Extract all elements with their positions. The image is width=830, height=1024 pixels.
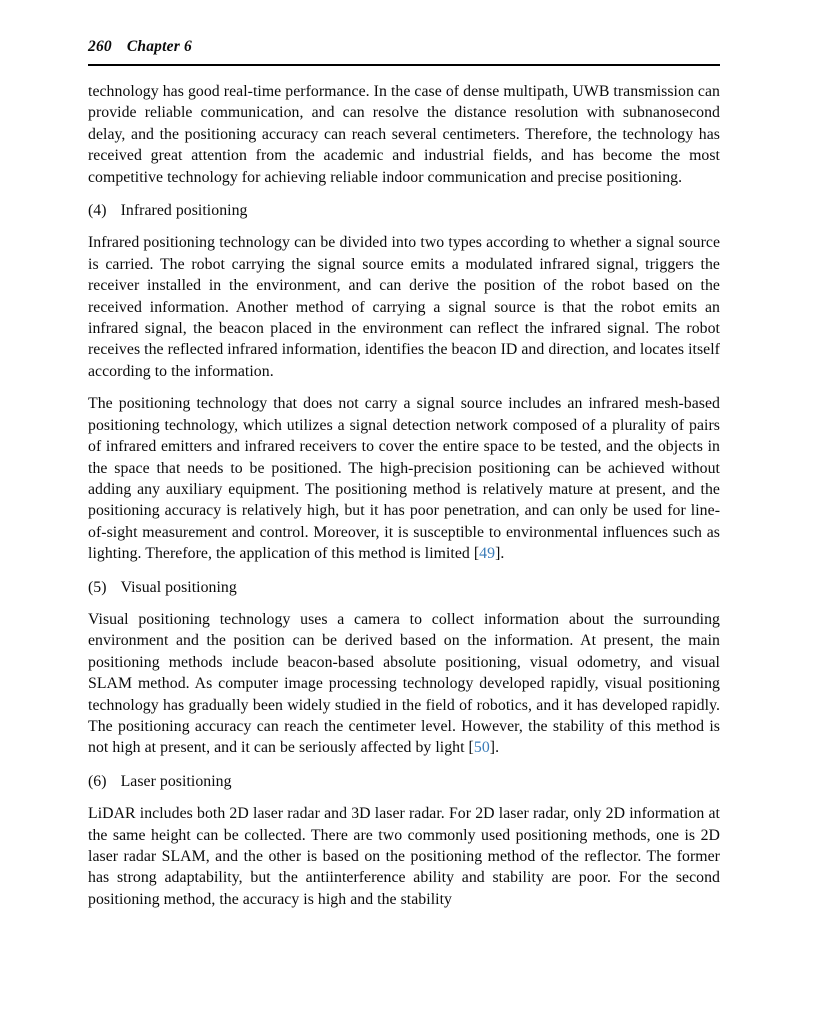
- paragraph-lidar: LiDAR includes both 2D laser radar and 3D laser radar. For 2D laser radar, only 2D information at the same height can be collected. There are two commonly used positioning methods, one is 2D laser radar SLAM, and the other is based on the positioning method of the reflector. The former has strong adaptability, but the antiinterference ability and stability are poor. For the second positioning method, the accuracy is high and the stability: [88, 805, 720, 908]
- section-label: Infrared positioning: [120, 202, 248, 220]
- citation-link-49[interactable]: 49: [479, 545, 496, 563]
- paragraph-text: ].: [495, 545, 505, 563]
- paragraph-text: Visual positioning technology uses a camera to collect information about the surrounding environment and the position can be derived based on the information. At present, the main positioning methods include beacon-based absolute positioning, visual odometry, and visual SLAM method. As computer image processing technology developed rapidly, visual positioning technology has gradually been widely studied in the field of robotics, and it has developed rapidly. The positioning accuracy can reach the centimeter level. However, the stability of this method is not high at present, and it can be seriously affected by light [: [88, 610, 720, 757]
- section-label: Laser positioning: [120, 772, 232, 790]
- section-number: (5): [88, 578, 107, 596]
- header-rule: [88, 64, 720, 66]
- section-number: (6): [88, 772, 107, 790]
- section-heading-laser: [88, 771, 720, 792]
- section-label: Visual positioning: [120, 578, 237, 596]
- paragraph-visual-positioning: [88, 609, 720, 759]
- citation-link-50[interactable]: 50: [473, 739, 490, 757]
- paragraph-text: ].: [489, 739, 500, 757]
- paragraph-infrared-types: Infrared positioning technology can be divided into two types according to whether a signal source is carried. The robot carrying the signal source emits a modulated infrared signal, triggers the receiver installed in the environment, and can derive the position of the robot based on the received information. Another method of carrying a signal source is that the robot emits an infrared signal, the beacon placed in the environment can reflect the infrared signal. The robot receives the reflected infrared information, identifies the beacon ID and direction, and locates itself according to the information.: [88, 234, 720, 380]
- page-number: 260: [88, 38, 112, 55]
- section-heading-visual: [88, 577, 720, 598]
- paragraph-infrared-mesh: [88, 393, 720, 564]
- chapter-title: Chapter 6: [126, 38, 192, 55]
- paragraph-text: The positioning technology that does not carry a signal source includes an infrared mesh-based positioning technology, which utilizes a signal detection network composed of a plurality of pairs of infrared emitters and infrared receivers to cover the entire space to be tested, and the objects in the space that needs to be positioned. The high-precision positioning can be achieved without adding any auxiliary equipment. The positioning method is relatively mature at present, and the positioning accuracy is relatively high, but it has poor penetration, and can only be used for line-of-sight measurement and control. Moreover, it is susceptible to environmental influences such as lighting. Therefore, the application of this method is limited [: [88, 395, 720, 563]
- section-number: (4): [88, 202, 107, 220]
- page-body: [88, 81, 720, 910]
- section-heading-infrared: [88, 200, 720, 221]
- paragraph-uwb-continuation: technology has good real-time performance. In the case of dense multipath, UWB transmission can provide reliable communication, and can resolve the distance resolution with subnanosecond delay, and the positioning accuracy can reach several centimeters. Therefore, the technology has received great attention from the academic and industrial fields, and has become the most competitive technology for achieving reliable indoor communication and precise positioning.: [88, 83, 720, 186]
- page-header: [88, 38, 720, 56]
